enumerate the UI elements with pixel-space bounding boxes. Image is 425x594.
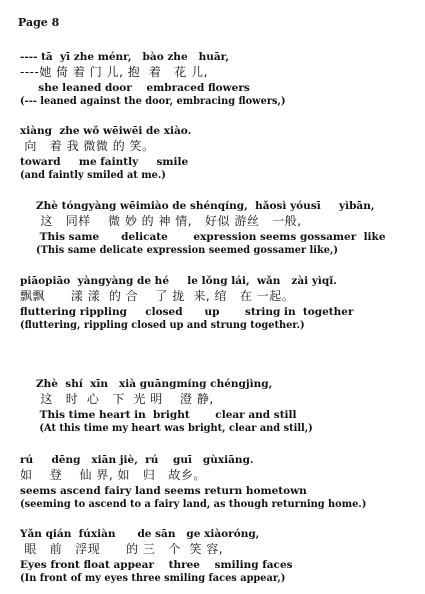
stanza-5-gloss: This time heart in bright clear and still	[36, 409, 297, 421]
stanza-3-chinese: 这 同样 微 妙 的 神 情, 好似 游丝 一般,	[36, 214, 302, 228]
stanza-4-translation: (fluttering, rippling closed up and strung together.)	[20, 320, 305, 331]
stanza-3-translation: (This same delicate expression seemed gossamer like,)	[36, 245, 339, 256]
stanza-6-gloss: seems ascend fairy land seems return hometown	[20, 485, 307, 497]
stanza-3-gloss: This same delicate expression seems gossamer like	[36, 231, 386, 243]
stanza-1-chinese: ----她 倚 着 门 儿, 抱 着 花 儿,	[20, 65, 208, 79]
stanza-5-pinyin: Zhè shí xīn xià guāngmíng chéngjìng,	[36, 378, 273, 390]
stanza-1-pinyin: ---- tā yī zhe ménr, bào zhe huār,	[20, 51, 230, 63]
stanza-2-pinyin: xiàng zhe wǒ wēiwēi de xiào.	[20, 125, 192, 137]
stanza-4-gloss: fluttering rippling closed up string in together	[20, 306, 354, 318]
stanza-7-chinese: 眼 前 浮现 的 三 个 笑 容,	[20, 542, 224, 556]
stanza-5-chinese: 这 时 心 下 光 明 澄 静,	[36, 392, 214, 406]
stanza-4-chinese: 飘飘 漾 漾 的 合 了 拢 来, 绾 在 一起。	[20, 289, 295, 303]
stanza-2-chinese: 向 着 我 微微 的 笑。	[20, 139, 155, 153]
stanza-6-translation: (seeming to ascend to a fairy land, as though returning home.)	[20, 499, 367, 510]
stanza-6-pinyin: rú dēng xiān jiè, rú guī gùxiāng.	[20, 454, 254, 466]
stanza-7-translation: (In front of my eyes three smiling faces appear,)	[20, 573, 286, 584]
stanza-7-gloss: Eyes front float appear three smiling faces	[20, 559, 293, 571]
stanza-4-pinyin: piāopiāo yàngyàng de hé le lǒng lái, wǎn zài yìqǐ.	[20, 275, 337, 287]
page-title: Page 8	[18, 16, 60, 29]
stanza-6-chinese: 如 登 仙 界, 如 归 故乡。	[20, 468, 206, 482]
stanza-5-translation: (At this time my heart was bright, clear and still,)	[36, 423, 313, 434]
stanza-7-pinyin: Yǎn qián fúxiàn de sān ge xiàoróng,	[20, 528, 260, 540]
stanza-1-translation: (--- leaned against the door, embracing flowers,)	[20, 96, 286, 107]
stanza-2-gloss: toward me faintly smile	[20, 156, 189, 168]
stanza-2-translation: (and faintly smiled at me.)	[20, 170, 166, 181]
stanza-1-gloss: she leaned door embraced flowers	[20, 82, 250, 94]
stanza-3-pinyin: Zhè tóngyàng wēimiào de shénqíng, hǎosì yóusī yìbān,	[36, 200, 375, 212]
